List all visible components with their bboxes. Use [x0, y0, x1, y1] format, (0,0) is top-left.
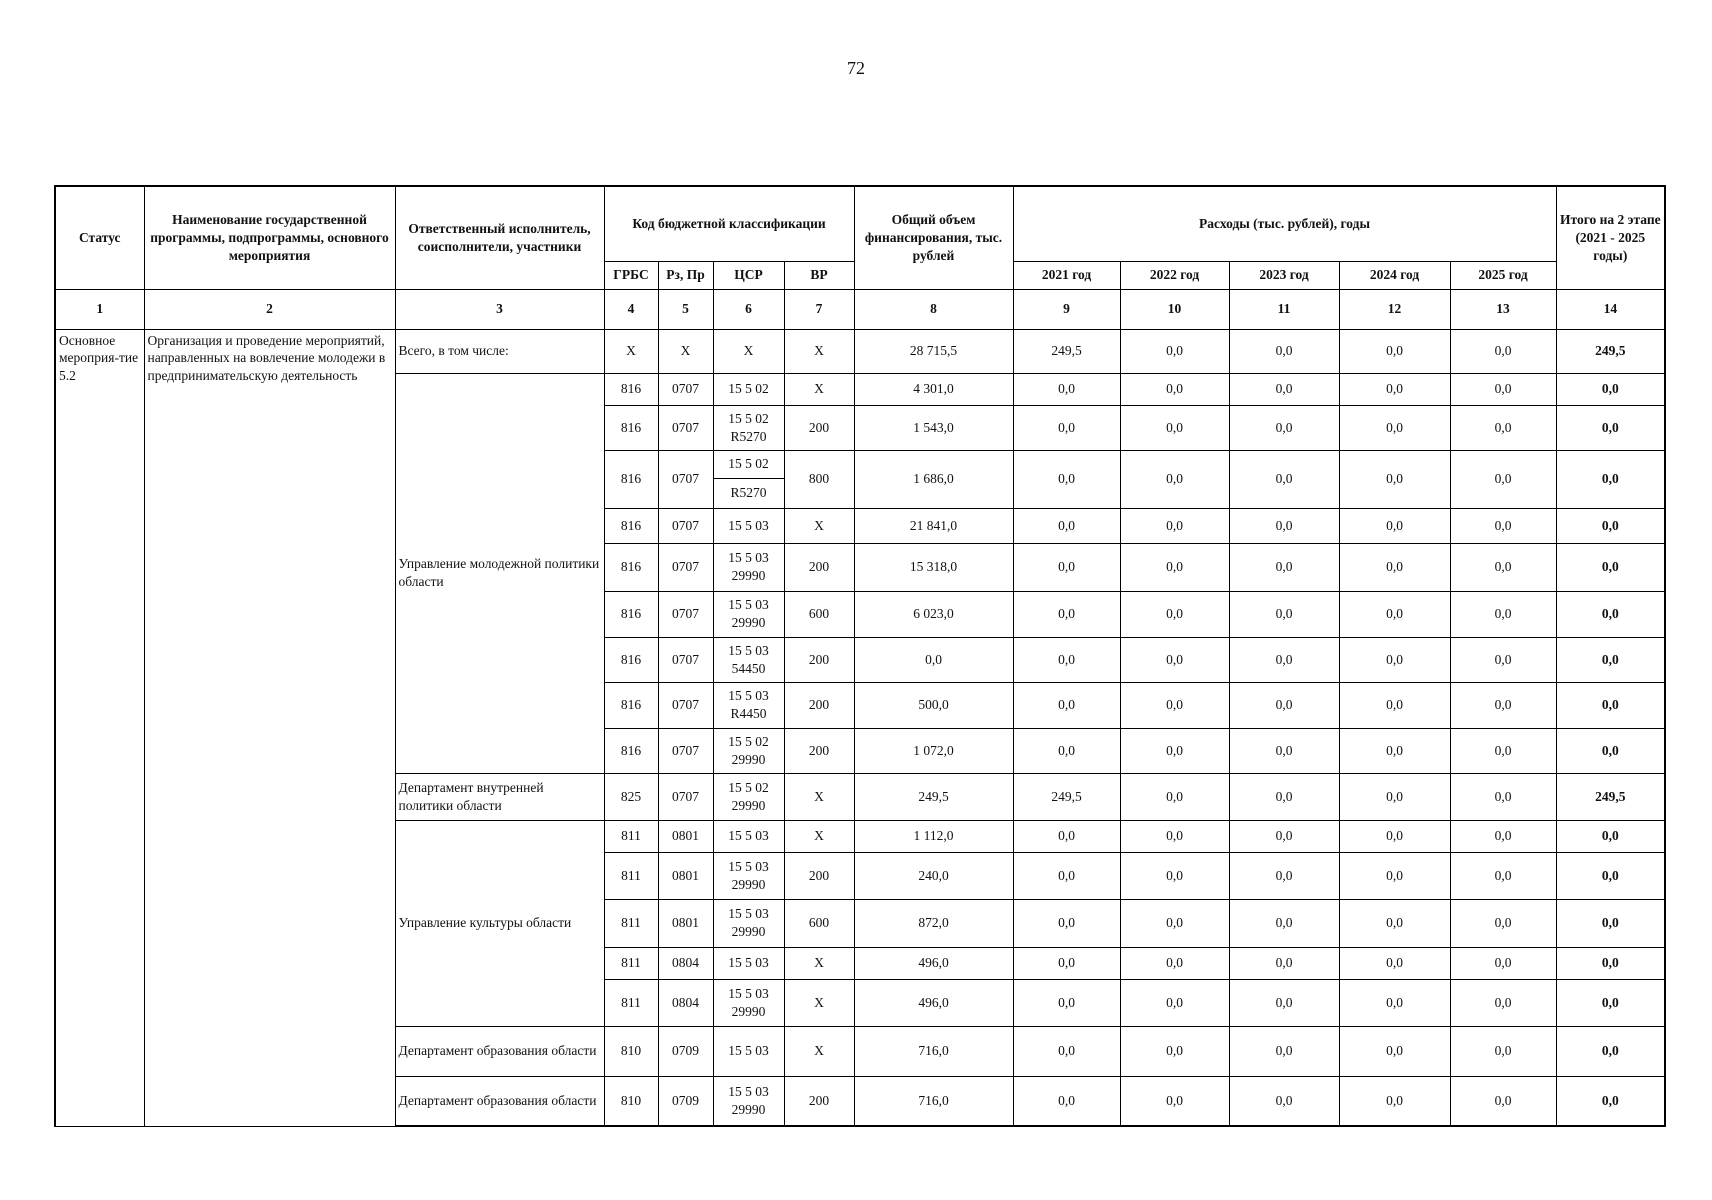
cell-2021: 0,0 [1013, 852, 1120, 899]
header-year-2025: 2025 год [1450, 261, 1556, 289]
col-num: 8 [854, 289, 1013, 329]
cell-2022: 0,0 [1120, 543, 1229, 591]
cell-vr: X [784, 979, 854, 1026]
executor-internal: Департамент внутренней политики области [395, 773, 604, 820]
cell-2023: 0,0 [1229, 979, 1339, 1026]
cell-csr: 15 5 03 [713, 820, 784, 852]
cell-2025: 0,0 [1450, 405, 1556, 450]
cell-2025: 0,0 [1450, 1026, 1556, 1076]
col-num: 6 [713, 289, 784, 329]
cell-stage: 0,0 [1556, 405, 1665, 450]
cell-grbs: 810 [604, 1076, 658, 1126]
cell-stage: 0,0 [1556, 508, 1665, 543]
col-num: 14 [1556, 289, 1665, 329]
cell-2024: 0,0 [1339, 820, 1450, 852]
cell-csr: 15 5 03 R4450 [713, 682, 784, 728]
cell-total: 716,0 [854, 1076, 1013, 1126]
cell-2021: 0,0 [1013, 728, 1120, 773]
cell-csr: 15 5 02 29990 [713, 773, 784, 820]
cell-grbs: 811 [604, 820, 658, 852]
cell-2021: 0,0 [1013, 591, 1120, 637]
cell-2022: 0,0 [1120, 947, 1229, 979]
cell-grbs: 816 [604, 637, 658, 682]
cell-2025: 0,0 [1450, 1076, 1556, 1126]
cell-total: 1 072,0 [854, 728, 1013, 773]
cell-2024: 0,0 [1339, 1076, 1450, 1126]
cell-2025: 0,0 [1450, 637, 1556, 682]
cell-rzpr: 0801 [658, 852, 713, 899]
cell-vr: 200 [784, 852, 854, 899]
cell-csr: 15 5 03 29990 [713, 899, 784, 947]
cell-rzpr: 0709 [658, 1076, 713, 1126]
cell-2022: 0,0 [1120, 373, 1229, 405]
measure-status: Основное мероприя-тие 5.2 [55, 329, 144, 1126]
cell-2025: 0,0 [1450, 979, 1556, 1026]
cell-2021: 0,0 [1013, 820, 1120, 852]
cell-2022: 0,0 [1120, 450, 1229, 508]
cell-grbs: 816 [604, 543, 658, 591]
cell-2024: 0,0 [1339, 947, 1450, 979]
table-row [55, 329, 1665, 373]
cell-csr: 15 5 03 [713, 1026, 784, 1076]
cell-rzpr: 0804 [658, 947, 713, 979]
col-num: 5 [658, 289, 713, 329]
col-num: 9 [1013, 289, 1120, 329]
cell-rzpr: 0707 [658, 637, 713, 682]
cell-2023: 0,0 [1229, 329, 1339, 373]
cell-2025: 0,0 [1450, 899, 1556, 947]
cell-vr: 200 [784, 1076, 854, 1126]
cell-2022: 0,0 [1120, 637, 1229, 682]
cell-total: 496,0 [854, 947, 1013, 979]
cell-csr-bottom: R5270 [713, 478, 784, 508]
cell-vr: 200 [784, 405, 854, 450]
cell-rzpr: 0707 [658, 543, 713, 591]
cell-stage: 0,0 [1556, 450, 1665, 508]
cell-2023: 0,0 [1229, 373, 1339, 405]
cell-2024: 0,0 [1339, 728, 1450, 773]
cell-rzpr: 0707 [658, 450, 713, 508]
cell-2023: 0,0 [1229, 508, 1339, 543]
cell-grbs: 816 [604, 508, 658, 543]
cell-stage: 0,0 [1556, 543, 1665, 591]
cell-2023: 0,0 [1229, 543, 1339, 591]
cell-2023: 0,0 [1229, 728, 1339, 773]
cell-2024: 0,0 [1339, 1026, 1450, 1076]
cell-grbs: 816 [604, 591, 658, 637]
header-program-name: Наименование государственной программы, подпрограммы, основного мероприятия [144, 186, 395, 289]
cell-2022: 0,0 [1120, 1076, 1229, 1126]
cell-grbs: 811 [604, 899, 658, 947]
cell-2022: 0,0 [1120, 1026, 1229, 1076]
cell-vr: X [784, 373, 854, 405]
col-num: 7 [784, 289, 854, 329]
col-num: 3 [395, 289, 604, 329]
cell-2025: 0,0 [1450, 820, 1556, 852]
cell-csr: 15 5 03 29990 [713, 591, 784, 637]
cell-2025: 0,0 [1450, 682, 1556, 728]
cell-grbs: 816 [604, 728, 658, 773]
cell-total: 716,0 [854, 1026, 1013, 1076]
header-year-2022: 2022 год [1120, 261, 1229, 289]
cell-rzpr: 0707 [658, 773, 713, 820]
cell-total: 0,0 [854, 637, 1013, 682]
cell-2025: 0,0 [1450, 773, 1556, 820]
cell-total: 28 715,5 [854, 329, 1013, 373]
cell-grbs: 825 [604, 773, 658, 820]
cell-rzpr: 0707 [658, 591, 713, 637]
cell-csr: 15 5 02 29990 [713, 728, 784, 773]
cell-2023: 0,0 [1229, 450, 1339, 508]
cell-csr: 15 5 03 29990 [713, 543, 784, 591]
cell-2021: 0,0 [1013, 979, 1120, 1026]
cell-vr: 200 [784, 682, 854, 728]
header-rz-pr: Рз, Пр [658, 261, 713, 289]
cell-vr: X [784, 508, 854, 543]
cell-2025: 0,0 [1450, 508, 1556, 543]
cell-2024: 0,0 [1339, 450, 1450, 508]
cell-stage: 0,0 [1556, 899, 1665, 947]
cell-grbs: 811 [604, 947, 658, 979]
cell-2024: 0,0 [1339, 329, 1450, 373]
cell-grbs: X [604, 329, 658, 373]
cell-vr: X [784, 773, 854, 820]
cell-csr: X [713, 329, 784, 373]
cell-total: 1 686,0 [854, 450, 1013, 508]
cell-2025: 0,0 [1450, 591, 1556, 637]
cell-total: 240,0 [854, 852, 1013, 899]
header-vr: ВР [784, 261, 854, 289]
cell-2025: 0,0 [1450, 543, 1556, 591]
cell-grbs: 816 [604, 373, 658, 405]
cell-csr: 15 5 03 29990 [713, 1076, 784, 1126]
cell-2025: 0,0 [1450, 947, 1556, 979]
cell-grbs: 816 [604, 450, 658, 508]
cell-total: 249,5 [854, 773, 1013, 820]
cell-2023: 0,0 [1229, 637, 1339, 682]
cell-vr: 800 [784, 450, 854, 508]
cell-grbs: 810 [604, 1026, 658, 1076]
column-number-row [55, 289, 1665, 329]
executor-total: Всего, в том числе: [395, 329, 604, 373]
cell-stage: 249,5 [1556, 329, 1665, 373]
cell-vr: 200 [784, 728, 854, 773]
budget-table [54, 185, 1666, 1127]
cell-rzpr: 0707 [658, 728, 713, 773]
cell-2022: 0,0 [1120, 405, 1229, 450]
cell-total: 6 023,0 [854, 591, 1013, 637]
cell-2022: 0,0 [1120, 329, 1229, 373]
cell-2023: 0,0 [1229, 591, 1339, 637]
cell-stage: 0,0 [1556, 682, 1665, 728]
executor-culture: Управление культуры области [395, 820, 604, 1026]
col-num: 1 [55, 289, 144, 329]
header-status: Статус [55, 186, 144, 289]
cell-2022: 0,0 [1120, 773, 1229, 820]
cell-2022: 0,0 [1120, 979, 1229, 1026]
cell-stage: 0,0 [1556, 637, 1665, 682]
cell-vr: 200 [784, 543, 854, 591]
cell-2024: 0,0 [1339, 591, 1450, 637]
executor-education: Департамент образования области [395, 1026, 604, 1076]
header-stage-total: Итого на 2 этапе (2021 - 2025 годы) [1556, 186, 1665, 289]
cell-2024: 0,0 [1339, 405, 1450, 450]
cell-csr: 15 5 03 29990 [713, 979, 784, 1026]
cell-grbs: 811 [604, 979, 658, 1026]
cell-total: 4 301,0 [854, 373, 1013, 405]
cell-2024: 0,0 [1339, 979, 1450, 1026]
cell-2022: 0,0 [1120, 852, 1229, 899]
cell-2025: 0,0 [1450, 852, 1556, 899]
cell-rzpr: 0707 [658, 682, 713, 728]
cell-2024: 0,0 [1339, 682, 1450, 728]
cell-rzpr: X [658, 329, 713, 373]
cell-2023: 0,0 [1229, 820, 1339, 852]
cell-vr: X [784, 1026, 854, 1076]
col-num: 13 [1450, 289, 1556, 329]
cell-2023: 0,0 [1229, 1076, 1339, 1126]
col-num: 4 [604, 289, 658, 329]
cell-2021: 0,0 [1013, 450, 1120, 508]
cell-stage: 0,0 [1556, 1026, 1665, 1076]
cell-2021: 0,0 [1013, 947, 1120, 979]
cell-2025: 0,0 [1450, 728, 1556, 773]
cell-stage: 0,0 [1556, 852, 1665, 899]
cell-csr: 15 5 03 54450 [713, 637, 784, 682]
cell-total: 500,0 [854, 682, 1013, 728]
cell-stage: 0,0 [1556, 591, 1665, 637]
cell-total: 872,0 [854, 899, 1013, 947]
cell-2022: 0,0 [1120, 508, 1229, 543]
cell-rzpr: 0709 [658, 1026, 713, 1076]
cell-stage: 0,0 [1556, 373, 1665, 405]
cell-csr-top: 15 5 02 [713, 450, 784, 478]
cell-csr: 15 5 03 29990 [713, 852, 784, 899]
cell-2023: 0,0 [1229, 405, 1339, 450]
cell-2024: 0,0 [1339, 373, 1450, 405]
cell-2021: 0,0 [1013, 373, 1120, 405]
cell-2023: 0,0 [1229, 899, 1339, 947]
cell-vr: X [784, 947, 854, 979]
cell-2024: 0,0 [1339, 773, 1450, 820]
cell-2023: 0,0 [1229, 947, 1339, 979]
cell-2023: 0,0 [1229, 773, 1339, 820]
header-csr: ЦСР [713, 261, 784, 289]
header-grbs: ГРБС [604, 261, 658, 289]
cell-rzpr: 0801 [658, 820, 713, 852]
cell-stage: 0,0 [1556, 820, 1665, 852]
cell-2024: 0,0 [1339, 543, 1450, 591]
cell-2022: 0,0 [1120, 591, 1229, 637]
cell-vr: 600 [784, 591, 854, 637]
cell-2023: 0,0 [1229, 852, 1339, 899]
cell-rzpr: 0804 [658, 979, 713, 1026]
cell-total: 21 841,0 [854, 508, 1013, 543]
measure-name: Организация и проведение мероприятий, направленных на вовлечение молодежи в предпринимательскую деятельность [144, 329, 395, 1126]
header-year-2023: 2023 год [1229, 261, 1339, 289]
cell-csr: 15 5 02 [713, 373, 784, 405]
cell-grbs: 816 [604, 405, 658, 450]
cell-2021: 0,0 [1013, 682, 1120, 728]
page-number: 72 [847, 58, 865, 78]
executor-youth: Управление молодежной политики области [395, 373, 604, 773]
cell-csr: 15 5 02 R5270 [713, 405, 784, 450]
cell-stage: 249,5 [1556, 773, 1665, 820]
cell-csr: 15 5 03 [713, 508, 784, 543]
cell-2025: 0,0 [1450, 373, 1556, 405]
cell-2021: 0,0 [1013, 1026, 1120, 1076]
col-num: 10 [1120, 289, 1229, 329]
cell-stage: 0,0 [1556, 947, 1665, 979]
cell-2021: 0,0 [1013, 543, 1120, 591]
cell-2024: 0,0 [1339, 899, 1450, 947]
cell-rzpr: 0707 [658, 405, 713, 450]
col-num: 11 [1229, 289, 1339, 329]
cell-grbs: 811 [604, 852, 658, 899]
cell-2023: 0,0 [1229, 1026, 1339, 1076]
cell-2022: 0,0 [1120, 728, 1229, 773]
header-budget-code: Код бюджетной классификации [604, 186, 854, 261]
cell-2021: 0,0 [1013, 405, 1120, 450]
cell-2021: 0,0 [1013, 1076, 1120, 1126]
cell-stage: 0,0 [1556, 728, 1665, 773]
col-num: 12 [1339, 289, 1450, 329]
header-year-2021: 2021 год [1013, 261, 1120, 289]
cell-stage: 0,0 [1556, 1076, 1665, 1126]
cell-vr: 600 [784, 899, 854, 947]
cell-2022: 0,0 [1120, 682, 1229, 728]
cell-csr: 15 5 03 [713, 947, 784, 979]
cell-2021: 0,0 [1013, 899, 1120, 947]
cell-grbs: 816 [604, 682, 658, 728]
cell-total: 496,0 [854, 979, 1013, 1026]
cell-2024: 0,0 [1339, 508, 1450, 543]
cell-2024: 0,0 [1339, 637, 1450, 682]
cell-2025: 0,0 [1450, 450, 1556, 508]
cell-2021: 249,5 [1013, 329, 1120, 373]
cell-rzpr: 0801 [658, 899, 713, 947]
header-executor: Ответственный исполнитель, соисполнители, участники [395, 186, 604, 289]
cell-total: 1 112,0 [854, 820, 1013, 852]
cell-2021: 0,0 [1013, 637, 1120, 682]
cell-2025: 0,0 [1450, 329, 1556, 373]
cell-2021: 0,0 [1013, 508, 1120, 543]
cell-2021: 249,5 [1013, 773, 1120, 820]
header-expenses: Расходы (тыс. рублей), годы [1013, 186, 1556, 261]
cell-total: 15 318,0 [854, 543, 1013, 591]
cell-rzpr: 0707 [658, 373, 713, 405]
header-total-volume: Общий объем финансирования, тыс. рублей [854, 186, 1013, 289]
header-year-2024: 2024 год [1339, 261, 1450, 289]
cell-2022: 0,0 [1120, 820, 1229, 852]
cell-vr: X [784, 329, 854, 373]
cell-vr: 200 [784, 637, 854, 682]
cell-2024: 0,0 [1339, 852, 1450, 899]
cell-stage: 0,0 [1556, 979, 1665, 1026]
cell-total: 1 543,0 [854, 405, 1013, 450]
col-num: 2 [144, 289, 395, 329]
executor-education: Департамент образования области [395, 1076, 604, 1126]
cell-vr: X [784, 820, 854, 852]
cell-2023: 0,0 [1229, 682, 1339, 728]
cell-rzpr: 0707 [658, 508, 713, 543]
cell-2022: 0,0 [1120, 899, 1229, 947]
